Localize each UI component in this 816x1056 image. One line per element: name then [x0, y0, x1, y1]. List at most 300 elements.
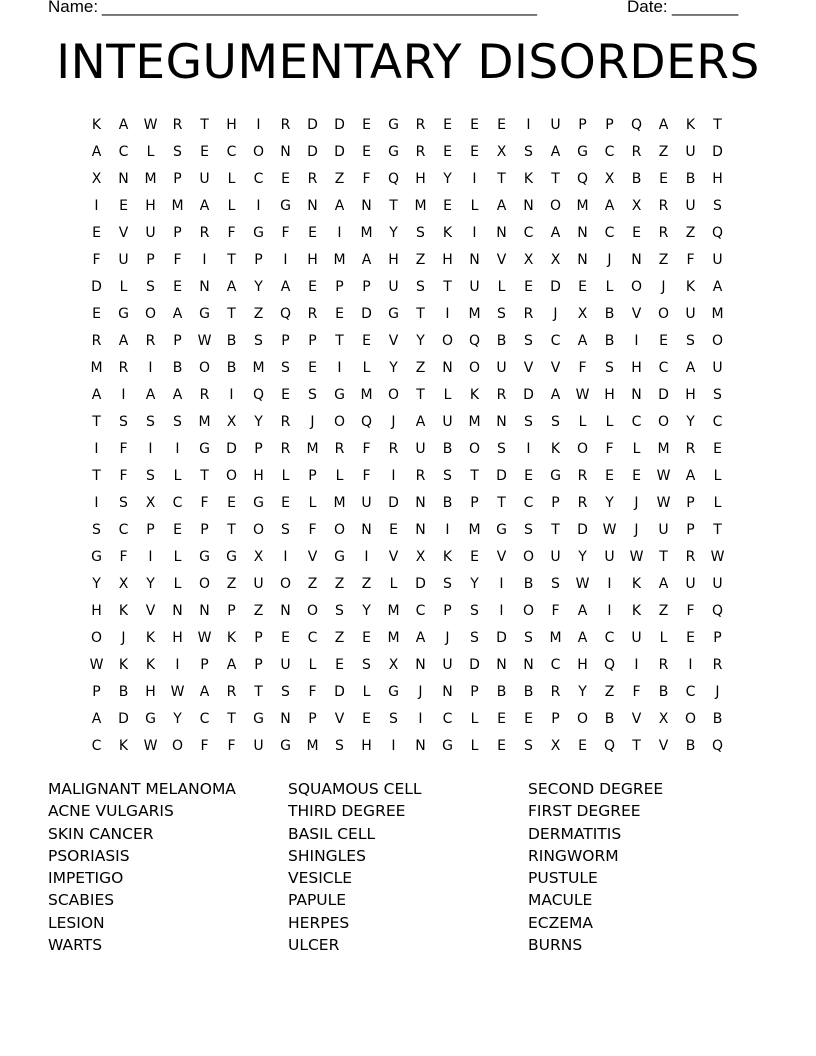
grid-letter: I	[256, 198, 261, 214]
word-bank-item: PUSTULE	[528, 869, 598, 888]
grid-letter: R	[118, 360, 129, 376]
grid-letter: J	[634, 522, 639, 538]
grid-letter: D	[307, 117, 318, 133]
grid-letter: T	[659, 549, 668, 565]
grid-letter: R	[199, 225, 210, 241]
grid-letter: E	[200, 144, 209, 160]
grid-letter: U	[685, 306, 696, 322]
grid-letter: A	[550, 225, 561, 241]
grid-letter: N	[415, 657, 426, 673]
grid-letter: V	[550, 360, 561, 376]
grid-letter: K	[118, 603, 129, 619]
grid-letter: D	[334, 144, 345, 160]
grid-letter: D	[307, 144, 318, 160]
grid-letter: Q	[360, 414, 373, 430]
grid-letter: X	[226, 414, 237, 430]
grid-letter: E	[443, 117, 452, 133]
grid-letter: J	[634, 495, 639, 511]
grid-letter: C	[523, 495, 534, 511]
grid-letter: Y	[146, 576, 155, 592]
word-bank-item: SCABIES	[48, 891, 115, 910]
grid-letter: K	[118, 657, 129, 673]
grid-letter: G	[199, 441, 210, 457]
grid-letter: C	[550, 657, 561, 673]
grid-letter: X	[415, 549, 426, 565]
grid-letter: K	[118, 738, 129, 754]
grid-letter: T	[227, 252, 236, 268]
grid-letter: D	[496, 630, 507, 646]
grid-letter: R	[685, 549, 696, 565]
grid-letter: P	[308, 333, 317, 349]
grid-letter: P	[146, 522, 155, 538]
grid-letter: G	[199, 549, 210, 565]
grid-letter: I	[148, 549, 153, 565]
grid-letter: I	[391, 738, 396, 754]
grid-letter: W	[656, 495, 671, 511]
grid-letter: E	[632, 225, 641, 241]
grid-letter: O	[657, 414, 670, 430]
grid-letter: E	[524, 468, 533, 484]
grid-letter: P	[254, 657, 263, 673]
grid-letter: I	[418, 711, 423, 727]
grid-letter: C	[118, 144, 129, 160]
grid-letter: L	[227, 198, 236, 214]
grid-letter: B	[685, 738, 696, 754]
grid-letter: E	[173, 279, 182, 295]
grid-letter: E	[173, 522, 182, 538]
grid-letter: L	[335, 468, 344, 484]
grid-letter: M	[333, 252, 346, 268]
grid-letter: L	[632, 441, 641, 457]
grid-letter: I	[688, 657, 693, 673]
grid-letter: S	[686, 333, 695, 349]
grid-letter: R	[577, 468, 588, 484]
grid-letter: R	[415, 468, 426, 484]
grid-letter: A	[199, 684, 210, 700]
grid-letter: I	[283, 549, 288, 565]
grid-letter: V	[496, 549, 507, 565]
word-bank-item: BURNS	[528, 936, 583, 955]
grid-letter: M	[387, 603, 400, 619]
grid-letter: G	[280, 198, 291, 214]
grid-letter: R	[712, 657, 723, 673]
grid-letter: P	[173, 225, 182, 241]
grid-letter: F	[227, 738, 236, 754]
grid-letter: T	[389, 198, 398, 214]
grid-letter: O	[171, 738, 184, 754]
grid-letter: V	[658, 738, 669, 754]
grid-letter: S	[281, 684, 290, 700]
grid-letter: S	[146, 279, 155, 295]
grid-letter: A	[415, 630, 426, 646]
grid-letter: E	[659, 171, 668, 187]
grid-letter: S	[551, 414, 560, 430]
grid-letter: E	[443, 144, 452, 160]
grid-letter: V	[118, 225, 129, 241]
grid-letter: E	[281, 495, 290, 511]
grid-letter: I	[256, 117, 261, 133]
grid-letter: O	[576, 441, 589, 457]
grid-letter: N	[280, 603, 291, 619]
grid-letter: L	[470, 711, 479, 727]
grid-letter: N	[118, 171, 129, 187]
grid-letter: L	[497, 279, 506, 295]
grid-letter: Q	[630, 117, 643, 133]
grid-letter: T	[632, 738, 641, 754]
grid-letter: I	[175, 657, 180, 673]
grid-letter: O	[549, 198, 562, 214]
grid-letter: N	[496, 657, 507, 673]
grid-letter: H	[577, 657, 588, 673]
grid-letter: M	[414, 198, 427, 214]
grid-letter: N	[496, 414, 507, 430]
grid-letter: Y	[605, 495, 614, 511]
grid-letter: N	[577, 252, 588, 268]
grid-letter: O	[468, 441, 481, 457]
grid-letter: A	[415, 414, 426, 430]
grid-letter: O	[306, 603, 319, 619]
grid-letter: O	[333, 414, 346, 430]
grid-letter: M	[198, 414, 211, 430]
grid-letter: N	[307, 198, 318, 214]
grid-letter: Z	[685, 225, 696, 241]
grid-letter: S	[92, 522, 101, 538]
word-bank-item: SQUAMOUS CELL	[288, 780, 422, 798]
grid-letter: T	[443, 279, 452, 295]
grid-letter: G	[91, 549, 102, 565]
word-bank-item: SKIN CANCER	[48, 824, 154, 843]
grid-letter: H	[712, 171, 723, 187]
grid-letter: I	[634, 657, 639, 673]
grid-letter: Y	[389, 360, 398, 376]
grid-letter: U	[253, 576, 264, 592]
grid-letter: G	[388, 684, 399, 700]
grid-letter: C	[631, 414, 642, 430]
grid-letter: W	[575, 387, 590, 403]
grid-letter: V	[388, 333, 399, 349]
grid-letter: Z	[226, 576, 237, 592]
grid-letter: Z	[415, 252, 426, 268]
grid-letter: H	[685, 387, 696, 403]
grid-letter: O	[225, 468, 238, 484]
grid-letter: K	[685, 117, 696, 133]
grid-letter: M	[549, 630, 562, 646]
letter-grid	[83, 112, 731, 760]
grid-letter: D	[577, 522, 588, 538]
grid-letter: U	[604, 549, 615, 565]
word-bank-item: FIRST DEGREE	[528, 802, 641, 821]
grid-letter: E	[308, 360, 317, 376]
grid-letter: X	[496, 144, 507, 160]
grid-letter: I	[148, 441, 153, 457]
word-bank-column	[528, 778, 768, 956]
grid-letter: X	[550, 252, 561, 268]
grid-letter: S	[173, 414, 182, 430]
grid-letter: A	[118, 333, 129, 349]
grid-letter: S	[254, 333, 263, 349]
grid-letter: E	[389, 522, 398, 538]
grid-letter: W	[170, 684, 185, 700]
grid-letter: K	[145, 630, 156, 646]
grid-letter: T	[254, 684, 263, 700]
grid-letter: N	[496, 225, 507, 241]
grid-letter: E	[578, 738, 587, 754]
grid-letter: P	[470, 684, 479, 700]
grid-letter: P	[254, 252, 263, 268]
word-bank-item: IMPETIGO	[48, 869, 124, 888]
grid-letter: A	[91, 387, 102, 403]
grid-letter: S	[524, 522, 533, 538]
word-bank-item: SHINGLES	[288, 846, 366, 865]
grid-letter: T	[92, 414, 101, 430]
grid-letter: P	[551, 495, 560, 511]
grid-letter: Z	[253, 306, 264, 322]
grid-letter: O	[90, 630, 103, 646]
grid-letter: P	[254, 630, 263, 646]
grid-letter: U	[550, 549, 561, 565]
grid-letter: G	[253, 225, 264, 241]
grid-letter: C	[226, 144, 237, 160]
grid-letter: L	[281, 468, 290, 484]
grid-letter: N	[280, 711, 291, 727]
grid-letter: D	[523, 387, 534, 403]
grid-letter: U	[118, 252, 129, 268]
grid-letter: N	[415, 738, 426, 754]
grid-letter: V	[145, 603, 156, 619]
grid-letter: U	[550, 117, 561, 133]
grid-letter: X	[523, 252, 534, 268]
grid-letter: K	[442, 549, 453, 565]
grid-letter: S	[281, 522, 290, 538]
grid-letter: I	[526, 117, 531, 133]
grid-letter: A	[334, 198, 345, 214]
grid-letter: N	[523, 198, 534, 214]
grid-letter: I	[445, 522, 450, 538]
grid-letter: U	[253, 738, 264, 754]
grid-letter: U	[685, 144, 696, 160]
grid-letter: L	[443, 387, 452, 403]
grid-letter: M	[576, 198, 589, 214]
grid-letter: Y	[254, 279, 263, 295]
grid-letter: N	[523, 657, 534, 673]
grid-letter: E	[632, 468, 641, 484]
grid-letter: O	[441, 333, 454, 349]
grid-letter: Q	[576, 171, 589, 187]
grid-letter: I	[526, 441, 531, 457]
word-bank-item: RINGWORM	[528, 846, 619, 865]
grid-letter: H	[442, 252, 453, 268]
grid-letter: E	[686, 630, 695, 646]
word-bank-item: MACULE	[528, 891, 593, 910]
grid-letter: V	[334, 711, 345, 727]
grid-letter: E	[659, 333, 668, 349]
grid-letter: N	[361, 522, 372, 538]
word-bank	[48, 778, 768, 956]
grid-letter: S	[470, 603, 479, 619]
grid-letter: P	[173, 333, 182, 349]
grid-letter: O	[198, 360, 211, 376]
grid-letter: F	[119, 468, 128, 484]
grid-letter: S	[443, 576, 452, 592]
grid-letter: U	[496, 360, 507, 376]
grid-letter: I	[175, 441, 180, 457]
grid-letter: L	[227, 171, 236, 187]
grid-letter: O	[684, 711, 697, 727]
grid-letter: C	[604, 144, 615, 160]
grid-letter: I	[94, 495, 99, 511]
grid-letter: G	[118, 306, 129, 322]
grid-letter: U	[442, 414, 453, 430]
date-line: _______	[672, 0, 739, 16]
grid-letter: A	[577, 333, 588, 349]
grid-letter: Y	[686, 414, 695, 430]
grid-letter: F	[686, 603, 695, 619]
grid-letter: Z	[307, 576, 318, 592]
grid-letter: X	[604, 171, 615, 187]
grid-letter: E	[362, 144, 371, 160]
grid-letter: E	[362, 630, 371, 646]
grid-letter: U	[442, 657, 453, 673]
grid-letter: T	[227, 522, 236, 538]
grid-letter: A	[685, 468, 696, 484]
grid-letter: S	[443, 468, 452, 484]
grid-letter: A	[280, 279, 291, 295]
grid-letter: J	[661, 279, 666, 295]
grid-letter: G	[388, 306, 399, 322]
grid-letter: H	[604, 387, 615, 403]
grid-letter: B	[712, 711, 723, 727]
grid-letter: Q	[603, 657, 616, 673]
grid-letter: E	[362, 117, 371, 133]
grid-letter: M	[171, 198, 184, 214]
grid-letter: S	[713, 198, 722, 214]
grid-letter: M	[468, 414, 481, 430]
grid-letter: P	[200, 657, 209, 673]
grid-letter: Z	[334, 576, 345, 592]
word-bank-item: LESION	[48, 913, 105, 932]
grid-letter: F	[686, 252, 695, 268]
grid-letter: R	[280, 414, 291, 430]
grid-letter: I	[202, 252, 207, 268]
grid-letter: Z	[334, 171, 345, 187]
grid-letter: D	[712, 144, 723, 160]
grid-letter: M	[711, 306, 724, 322]
grid-letter: P	[227, 603, 236, 619]
grid-letter: Q	[387, 171, 400, 187]
word-bank-item: DERMATITIS	[528, 824, 622, 843]
grid-letter: M	[657, 441, 670, 457]
grid-letter: B	[658, 684, 669, 700]
grid-letter: O	[387, 387, 400, 403]
grid-letter: F	[92, 252, 101, 268]
grid-letter: H	[307, 252, 318, 268]
grid-letter: M	[144, 171, 157, 187]
grid-letter: U	[712, 252, 723, 268]
grid-letter: K	[523, 171, 534, 187]
grid-letter: F	[605, 441, 614, 457]
grid-letter: E	[713, 441, 722, 457]
grid-letter: P	[713, 630, 722, 646]
grid-letter: A	[604, 198, 615, 214]
grid-letter: S	[605, 360, 614, 376]
grid-letter: Z	[415, 360, 426, 376]
grid-letter: A	[226, 279, 237, 295]
grid-letter: I	[391, 468, 396, 484]
grid-letter: Y	[92, 576, 101, 592]
grid-letter: Z	[658, 144, 669, 160]
grid-letter: H	[415, 171, 426, 187]
grid-letter: T	[200, 468, 209, 484]
grid-letter: T	[497, 171, 506, 187]
grid-letter: I	[445, 306, 450, 322]
grid-letter: F	[362, 441, 371, 457]
grid-letter: T	[551, 522, 560, 538]
grid-letter: S	[281, 360, 290, 376]
grid-letter: F	[362, 171, 371, 187]
grid-letter: W	[197, 333, 212, 349]
grid-letter: A	[658, 117, 669, 133]
grid-letter: T	[497, 495, 506, 511]
grid-letter: P	[605, 117, 614, 133]
grid-letter: L	[470, 738, 479, 754]
grid-letter: A	[658, 576, 669, 592]
grid-letter: R	[388, 441, 399, 457]
grid-letter: Q	[603, 738, 616, 754]
grid-letter: O	[711, 333, 724, 349]
grid-letter: X	[91, 171, 102, 187]
grid-letter: X	[658, 711, 669, 727]
grid-letter: R	[91, 333, 102, 349]
grid-letter: Z	[253, 603, 264, 619]
grid-letter: M	[333, 495, 346, 511]
grid-letter: B	[685, 171, 696, 187]
grid-letter: X	[631, 198, 642, 214]
grid-letter: C	[658, 360, 669, 376]
grid-letter: A	[550, 387, 561, 403]
grid-letter: E	[524, 279, 533, 295]
grid-letter: D	[415, 576, 426, 592]
grid-letter: K	[631, 576, 642, 592]
grid-letter: A	[118, 117, 129, 133]
grid-letter: O	[252, 144, 265, 160]
grid-letter: H	[253, 468, 264, 484]
grid-letter: L	[308, 495, 317, 511]
grid-letter: L	[605, 414, 614, 430]
grid-letter: O	[252, 522, 265, 538]
grid-letter: Q	[711, 603, 724, 619]
grid-letter: M	[360, 225, 373, 241]
word-bank-item: PAPULE	[288, 891, 347, 910]
grid-letter: D	[388, 495, 399, 511]
grid-letter: A	[712, 279, 723, 295]
grid-letter: D	[361, 306, 372, 322]
grid-letter: C	[307, 630, 318, 646]
grid-letter: G	[145, 711, 156, 727]
grid-letter: L	[173, 468, 182, 484]
grid-letter: B	[118, 684, 129, 700]
grid-letter: A	[496, 198, 507, 214]
grid-letter: W	[602, 522, 617, 538]
grid-letter: R	[199, 387, 210, 403]
grid-letter: R	[577, 495, 588, 511]
grid-letter: O	[630, 279, 643, 295]
grid-letter: F	[308, 522, 317, 538]
grid-letter: P	[254, 441, 263, 457]
grid-letter: R	[307, 306, 318, 322]
grid-letter: I	[121, 387, 126, 403]
grid-letter: W	[89, 657, 104, 673]
grid-letter: R	[415, 117, 426, 133]
